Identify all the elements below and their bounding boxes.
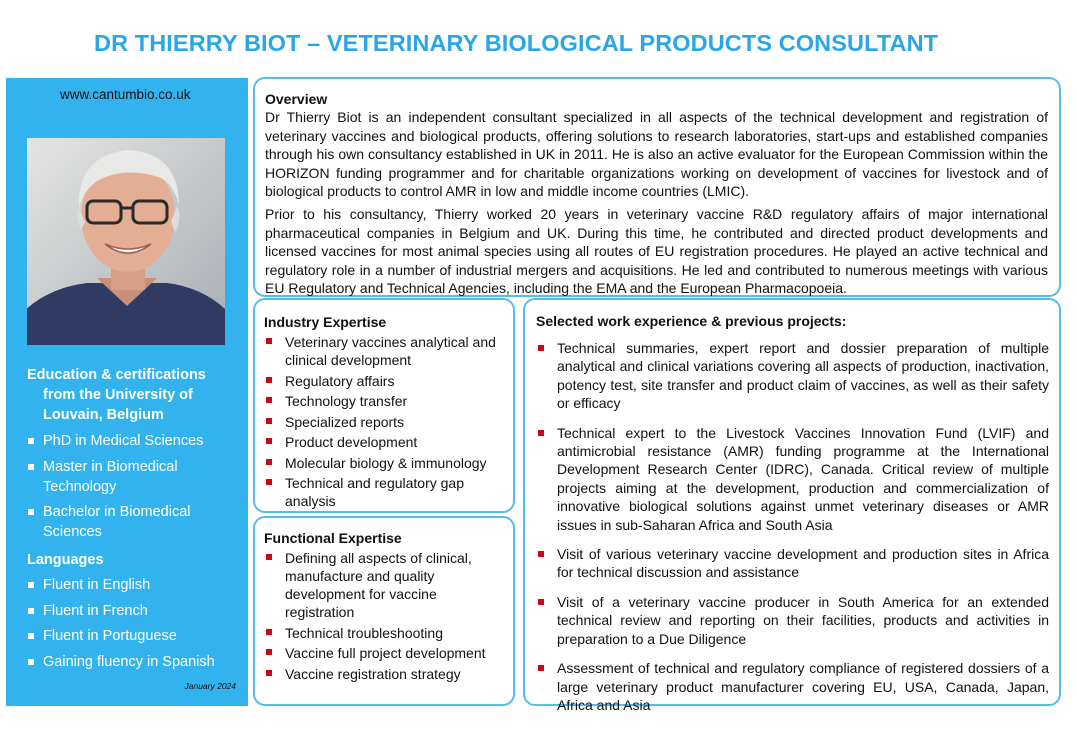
- industry-item: Specialized reports: [264, 413, 505, 431]
- functional-item: Vaccine full project development: [264, 644, 505, 662]
- functional-item: Defining all aspects of clinical, manufacture and quality development for vaccine registration: [264, 549, 505, 621]
- experience-list: [536, 339, 1049, 714]
- education-heading-line1: Education & certifications: [27, 367, 206, 383]
- portrait-image: [27, 138, 225, 345]
- functional-expertise-list: [264, 549, 505, 683]
- education-list: [27, 431, 242, 548]
- functional-expertise-box: [253, 516, 515, 706]
- experience-box: [523, 298, 1061, 713]
- language-item: Fluent in English: [27, 575, 242, 595]
- industry-expertise-heading: Industry Expertise: [264, 314, 387, 330]
- functional-expertise-heading: Functional Expertise: [264, 530, 402, 546]
- education-item: PhD in Medical Sciences: [27, 431, 242, 451]
- industry-item: Technology transfer: [264, 392, 505, 410]
- portrait-photo: [27, 138, 225, 345]
- industry-item: Regulatory affairs: [264, 372, 505, 390]
- education-item: Master in Biomedical Technology: [27, 457, 242, 497]
- functional-item: Technical troubleshooting: [264, 624, 505, 642]
- industry-expertise-list: [264, 333, 505, 510]
- page-title: DR THIERRY BIOT – VETERINARY BIOLOGICAL PRODUCTS CONSULTANT: [94, 30, 939, 56]
- language-item: Fluent in French: [27, 601, 242, 621]
- overview-paragraph: Dr Thierry Biot is an independent consultant specialized in all aspects of the technical development and registration of veterinary vaccines and biological products, offering solutions to research laboratories, start-ups and established companies through his own consultancy established in UK in 2011. He is also an active evaluator for the European Commission within the HORIZON funding programmer and for charitable organizations working on development of vaccines for livestock and of biological products to control AMR in low and middle income countries (LMIC).: [265, 109, 1048, 200]
- overview-box: [253, 77, 1061, 297]
- experience-item: Technical summaries, expert report and dossier preparation of multiple analytical and clinical variations covering all aspects of production, inactivation, potency test, site transfer and product claim of vaccines, as well as their safety or efficacy: [536, 339, 1049, 413]
- industry-item: Product development: [264, 433, 505, 451]
- experience-item: Technical expert to the Livestock Vaccines Innovation Fund (LVIF) and antimicrobial resistance (AMR) funding programme at the International Development Research Center (IDRC), Canada. Critical review of multiple projects aiming at the development, production and commercialization of innovative biological solutions against unmet veterinary diseases or AMR issues in sub-Saharan Africa and South Asia: [536, 424, 1049, 534]
- website-link[interactable]: www.cantumbio.co.uk: [60, 87, 191, 102]
- language-item: Gaining fluency in Spanish: [27, 652, 242, 672]
- experience-item: Assessment of technical and regulatory compliance of registered dossiers of a large veterinary product manufacturer covering EU, USA, Canada, Japan, Africa and Asia: [536, 659, 1049, 714]
- overview-paragraph: Prior to his consultancy, Thierry worked 20 years in veterinary vaccine R&D regulatory affairs of major international pharmaceutical companies in Belgium and UK. During this time, he contributed and directed product developments and licensed vaccines for most animal species using all routes of EU registration procedures. He played an active technical and regulatory role in a number of industrial mergers and acquisitions. He led and contributed to numerous meetings with various EU Regulatory and Technical Agencies, including the EMA and the European Pharmacopoeia.: [265, 205, 1048, 297]
- industry-item: Technical and regulatory gap analysis: [264, 474, 505, 510]
- experience-heading: Selected work experience & previous projects:: [536, 313, 847, 329]
- languages-list: [27, 575, 242, 677]
- sidebar: [6, 78, 248, 706]
- education-item: Bachelor in Biomedical Sciences: [27, 502, 242, 542]
- language-item: Fluent in Portuguese: [27, 626, 242, 646]
- industry-item: Veterinary vaccines analytical and clinical development: [264, 333, 505, 369]
- industry-item: Molecular biology & immunology: [264, 454, 505, 472]
- education-heading: [27, 365, 242, 425]
- industry-expertise-box: [253, 298, 515, 513]
- functional-item: Vaccine registration strategy: [264, 665, 505, 683]
- languages-heading: Languages: [27, 552, 104, 568]
- education-heading-line2: from the University of Louvain, Belgium: [43, 387, 193, 423]
- document-date: January 2024: [184, 681, 236, 691]
- experience-item: Visit of various veterinary vaccine development and production sites in Africa for technical discussion and assistance: [536, 545, 1049, 582]
- experience-item: Visit of a veterinary vaccine producer in South America for an extended technical review and reporting on their facilities, products and activities in preparation to a Due Diligence: [536, 593, 1049, 648]
- overview-heading: Overview: [265, 91, 328, 107]
